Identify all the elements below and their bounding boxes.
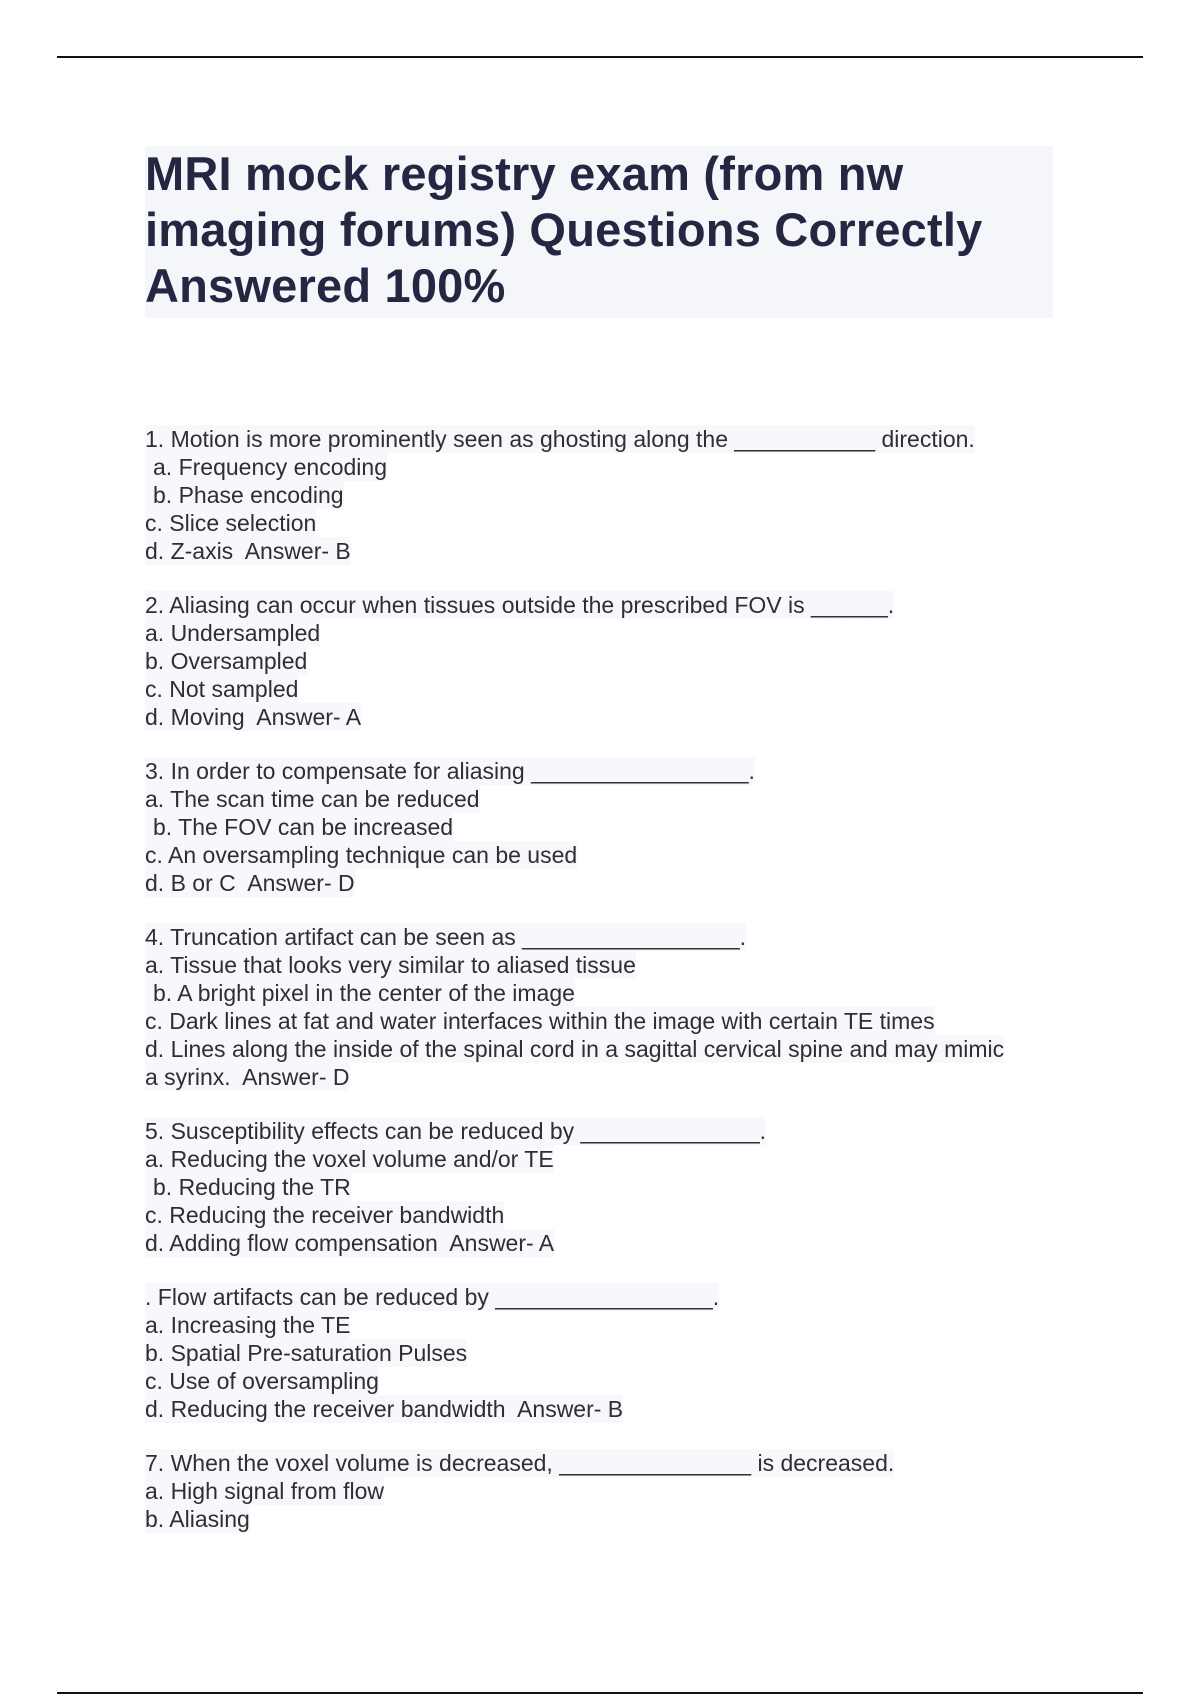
answer-option: b. Phase encoding [145, 481, 344, 509]
answer-option: a. Increasing the TE [145, 1312, 351, 1338]
question-block [145, 923, 1065, 1091]
question-text: 3. In order to compensate for aliasing _________________. [145, 758, 755, 784]
question-text: 4. Truncation artifact can be seen as _________________. [145, 924, 747, 950]
answer-option: b. Aliasing [145, 1506, 250, 1532]
question-block [145, 1117, 1065, 1257]
question-block [145, 757, 1065, 897]
answer-option: d. B or C Answer- D [145, 870, 355, 896]
answer-option: c. Slice selection [145, 510, 317, 536]
answer-option: a. Tissue that looks very similar to aliased tissue [145, 952, 636, 978]
answer-option: d. Z-axis Answer- B [145, 538, 351, 564]
top-rule [57, 56, 1143, 58]
answer-option: d. Reducing the receiver bandwidth Answer- B [145, 1396, 624, 1422]
title-block [145, 146, 1053, 318]
answer-option: b. Reducing the TR [145, 1173, 351, 1201]
answer-option: c. Dark lines at fat and water interfaces within the image with certain TE times [145, 1008, 935, 1034]
question-block [145, 1283, 1065, 1423]
answer-option: b. The FOV can be increased [145, 813, 453, 841]
answer-option: b. A bright pixel in the center of the image [145, 979, 575, 1007]
question-block [145, 425, 1065, 565]
question-text: . Flow artifacts can be reduced by _________________. [145, 1284, 720, 1310]
question-text: 7. When the voxel volume is decreased, _______________ is decreased. [145, 1450, 895, 1476]
answer-option: b. Oversampled [145, 648, 308, 674]
answer-option: d. Moving Answer- A [145, 704, 362, 730]
question-block [145, 1449, 1065, 1533]
answer-option: b. Spatial Pre-saturation Pulses [145, 1340, 468, 1366]
question-text: 5. Susceptibility effects can be reduced by ______________. [145, 1118, 767, 1144]
answer-option: d. Adding flow compensation Answer- A [145, 1230, 555, 1256]
answer-option: a. Reducing the voxel volume and/or TE [145, 1146, 554, 1172]
answer-option: a. Frequency encoding [145, 453, 387, 481]
answer-option: a. High signal from flow [145, 1478, 385, 1504]
question-list [145, 425, 1065, 1559]
question-text: 1. Motion is more prominently seen as ghosting along the ___________ direction. [145, 426, 975, 452]
bottom-rule [57, 1692, 1143, 1694]
answer-option: a syrinx. Answer- D [145, 1064, 350, 1090]
answer-option: a. Undersampled [145, 620, 321, 646]
answer-option: a. The scan time can be reduced [145, 786, 480, 812]
question-text: 2. Aliasing can occur when tissues outside the prescribed FOV is ______. [145, 592, 895, 618]
question-block [145, 591, 1065, 731]
answer-option: c. An oversampling technique can be used [145, 842, 578, 868]
answer-option: c. Reducing the receiver bandwidth [145, 1202, 505, 1228]
answer-option: d. Lines along the inside of the spinal cord in a sagittal cervical spine and may mimic [145, 1036, 1005, 1062]
document-title: MRI mock registry exam (from nw imaging forums) Questions Correctly Answered 100% [145, 147, 983, 312]
answer-option: c. Not sampled [145, 676, 299, 702]
answer-option: c. Use of oversampling [145, 1368, 379, 1394]
